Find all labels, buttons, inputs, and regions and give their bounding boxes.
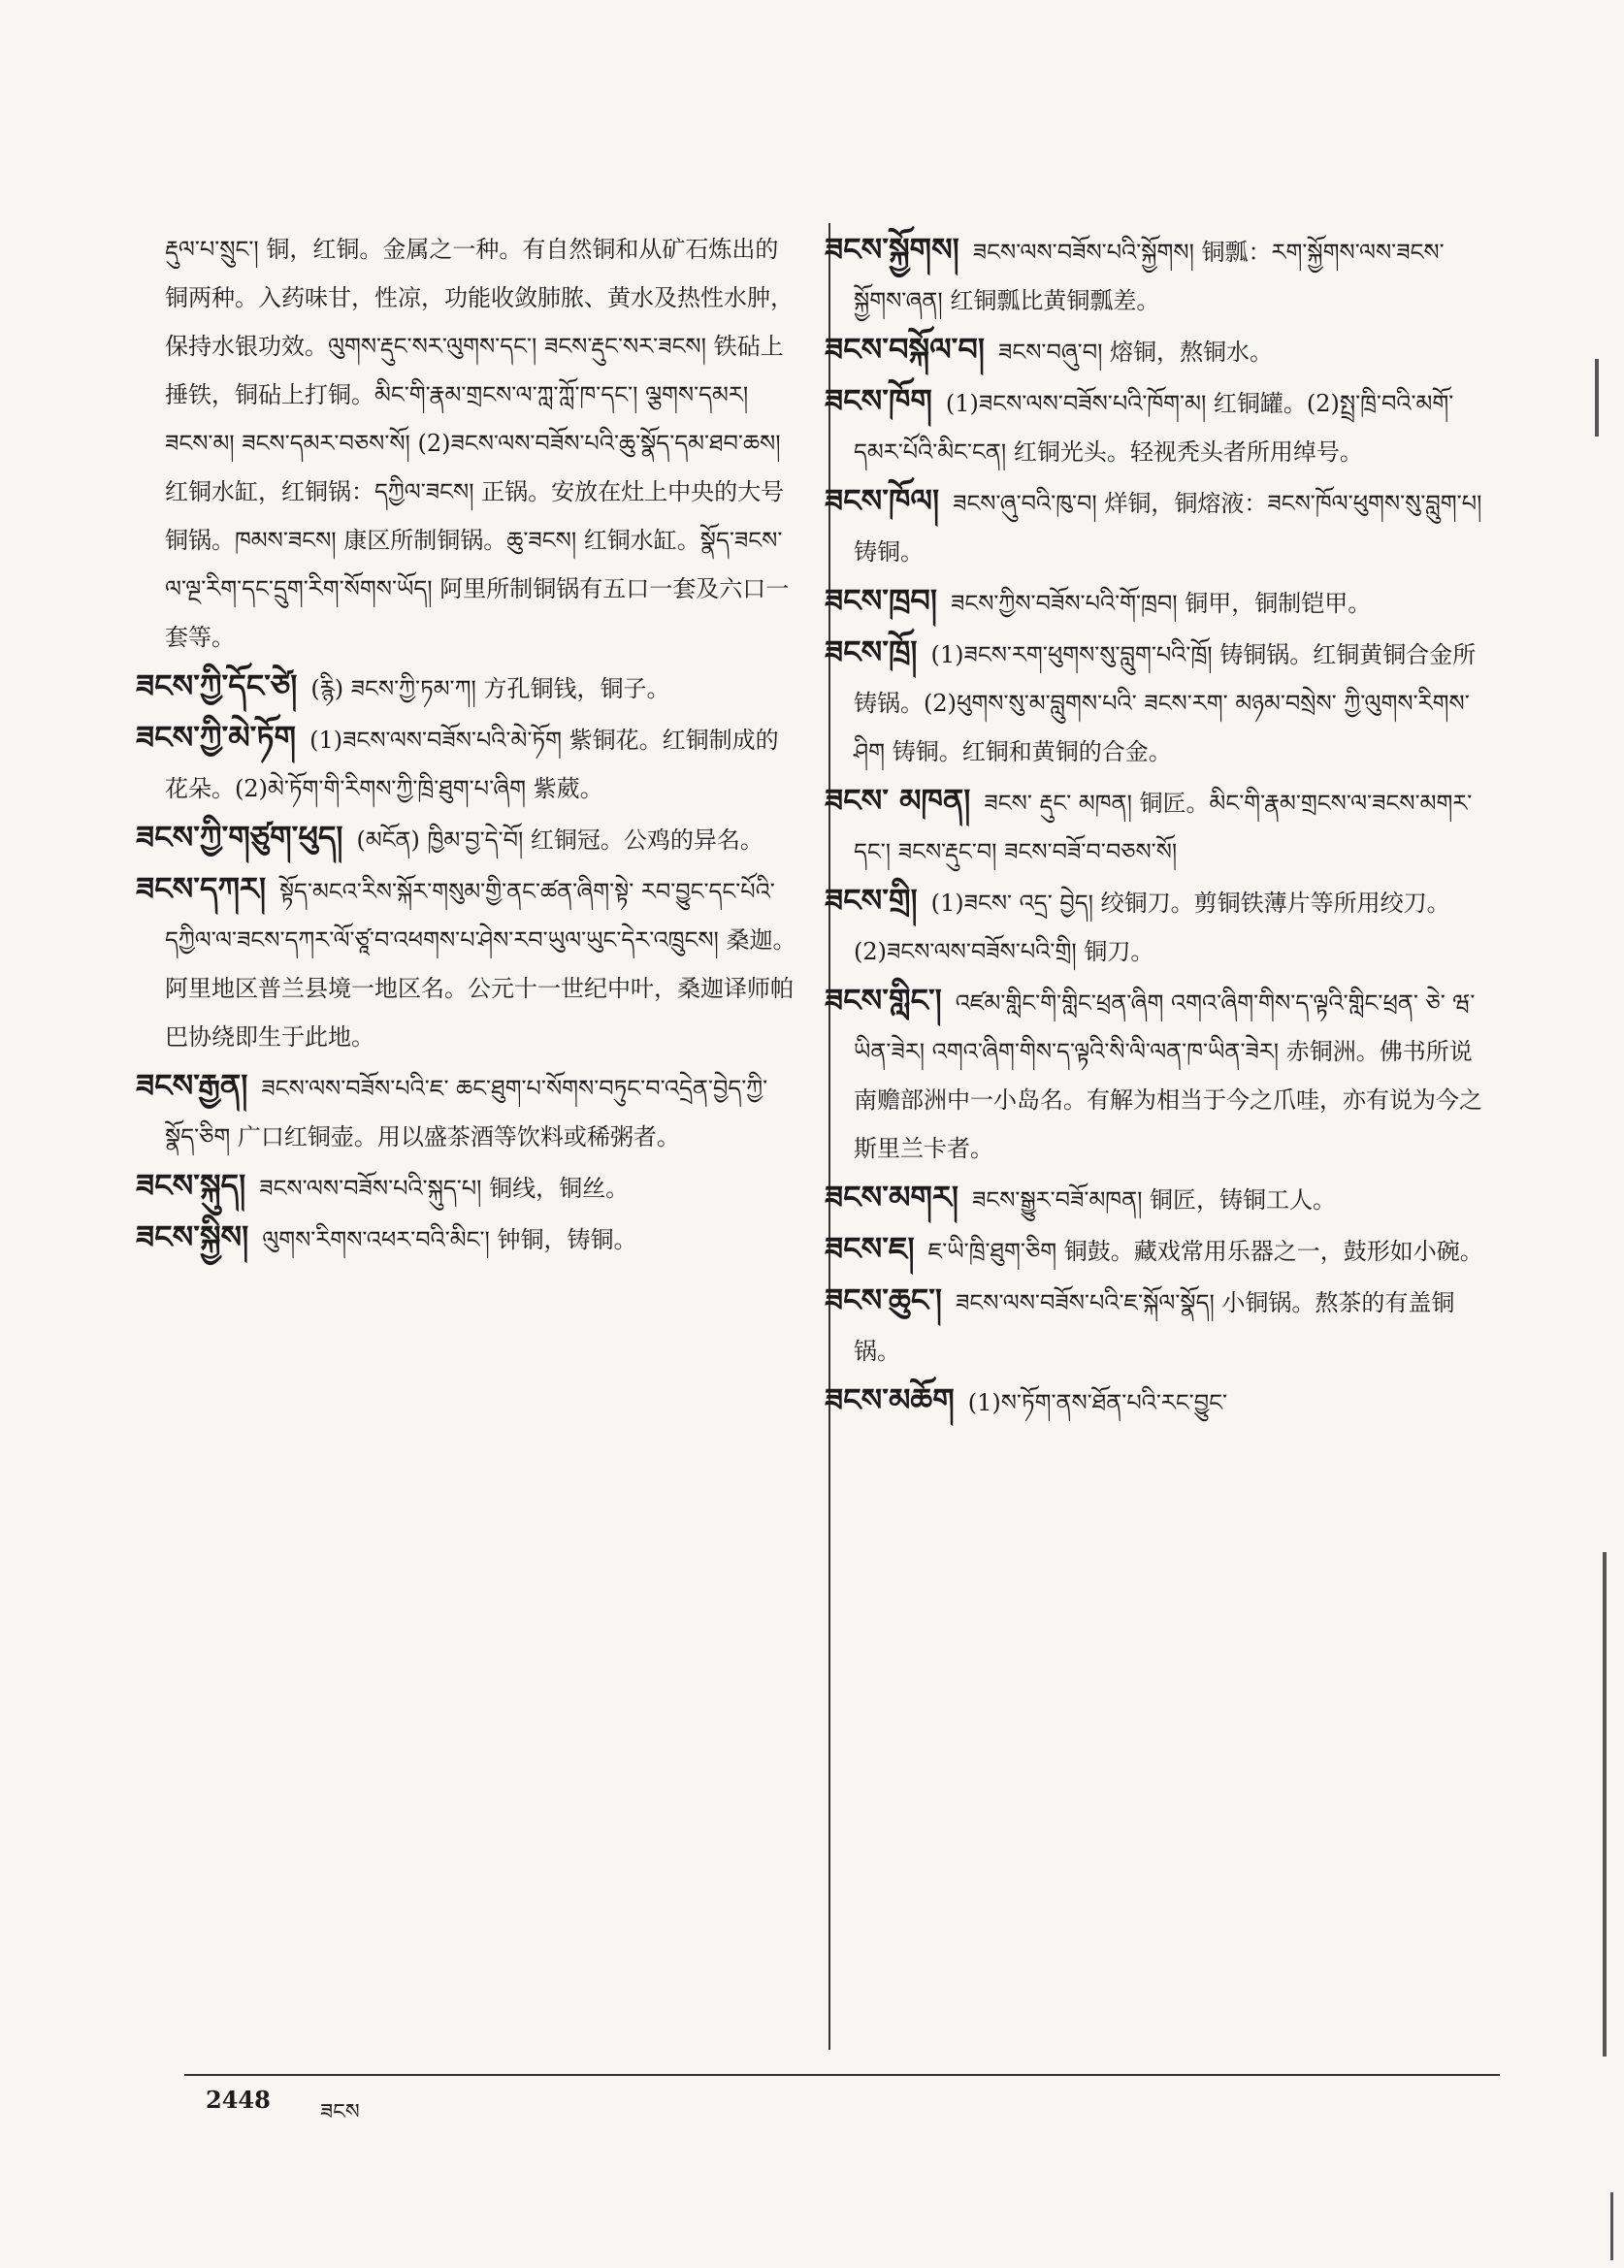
entry-definition: ཟངས་ རྡུང་ མཁན། 铜匠。མིང་གི་རྣམ་གྲངས་ལ་ཟངས་མགར་དང་། ཟངས་རྡུང་བ། ཟངས་བཟོ་བ་བཅས་སོ།	[854, 790, 1473, 865]
dictionary-entry	[136, 662, 800, 713]
entry-definition: འཛམ་གླིང་གི་གླིང་ཕྲན་ཞིག འགའ་ཞིག་གིས་ད་ལྟའི་གླིང་ཕྲན་ ཅེ་ ཝ་ ཡིན་ཟེར། འགའ་ཞིག་གིས་ད་ལྟའི་སི་ལི་ལན་ཁ་ཡིན་ཟེར། 赤铜洲。佛书所说南赡部洲中一小岛名。有解为相当于今之爪哇，亦有说为今之斯里兰卡者。	[854, 989, 1482, 1162]
dictionary-entry	[825, 325, 1494, 376]
dictionary-entry	[825, 476, 1494, 576]
entry-headword: ཟངས་སྐུད།	[136, 1167, 246, 1204]
dictionary-entry	[825, 1224, 1494, 1276]
right-column	[825, 225, 1494, 1427]
dictionary-entry	[825, 376, 1494, 476]
entry-headword: ཟངས་ཁྲོ།	[825, 633, 918, 670]
entry-definition: རྡུལ་པ་སྲུང་། 铜，红铜。金属之一种。有自然铜和从矿石炼出的铜两种。入药味甘，性凉，功能收敛肺脓、黄水及热性水肿，保持水银功效。ལུགས་རྡུང་སར་ལུགས་དང་། ཟངས་རྡུང་སར་ཟངས། 铁砧上捶铁，铜砧上打铜。མིང་གི་རྣམ་གྲངས་ལ་ཀླ་ཀློ་ཁ་དང་། ལྕགས་དམར། ཟངས་མ། ཟངས་དམར་བཅས་སོ། (2)ཟངས་ལས་བཟོས་པའི་ཆུ་སྣོད་དམ་ཐབ་ཆས།红铜水缸，红铜锅：དཀྱིལ་ཟངས། 正锅。安放在灶上中央的大号铜锅。ཁམས་ཟངས། 康区所制铜锅。ཆུ་ཟངས། 红铜水缸。སྣོད་ཟངས་ལ་ལྔ་རིག་དང་དྲུག་རིག་སོགས་ཡོད། 阿里所制铜锅有五口一套及六口一套等。	[165, 236, 794, 651]
margin-mark	[1603, 1552, 1607, 2057]
entry-headword: ཟངས་ཁོག	[825, 382, 932, 419]
entry-definition: (1)ཟངས་རག་ཕུགས་སུ་བླུག་པའི་ཁྲོ། 铸铜锅。红铜黄铜合金所铸锅。(2)ཕུགས་སུ་མ་བླུགས་པའི་ ཟངས་རག་ མཉམ་བསྲེས་ ཀྱི་ལུགས་རིགས་ཤིག 铸铜。红铜和黄铜的合金。	[854, 641, 1477, 765]
entry-headword: ཟངས་ཀྱི་མེ་ཏོག	[136, 719, 297, 756]
entry-headword: ཟངས་ཆུང་།	[825, 1281, 943, 1318]
dictionary-entry	[825, 1173, 1494, 1224]
entry-headword: ཟངས་དཀར།	[136, 870, 267, 907]
dictionary-entry	[136, 813, 800, 864]
margin-mark	[1595, 359, 1599, 437]
entry-headword: ཟངས་ཁོལ།	[825, 482, 940, 519]
entry-headword: ཟངས་ཀྱི་གཙུག་ཕུད།	[136, 819, 343, 856]
dictionary-entry	[825, 976, 1494, 1173]
entry-definition: ཟངས་ལས་བཟོས་པའི་སྐྱོགས། 铜瓢：རག་སྐྱོགས་ལས་ཟངས་སྐྱོགས་ཞན། 红铜瓢比黄铜瓢差。	[854, 239, 1445, 314]
dictionary-entry	[136, 864, 800, 1061]
entry-headword: ཟངས་མཆོག	[825, 1381, 955, 1418]
entry-definition: ལུགས་རིགས་འཕར་བའི་མིང་། 钟铜，铸铜。	[262, 1226, 637, 1253]
entry-headword: ཟངས་གྲི།	[825, 882, 918, 919]
entry-headword: ཟངས་གླིང་།	[825, 982, 942, 1019]
dictionary-entry	[825, 776, 1494, 876]
entry-headword: ཟངས་སྐྱིས།	[136, 1218, 249, 1255]
dictionary-entry	[136, 1161, 800, 1213]
entry-headword: ཟངས་ཁྲབ།	[825, 582, 937, 619]
entry-definition: ཟངས་ལས་བཟོས་པའི་ཇ་སྐོལ་སྣོད། 小铜锅。熬茶的有盖铜锅。	[854, 1289, 1455, 1365]
running-head: ཟངས	[320, 2100, 360, 2124]
dictionary-entry	[825, 1376, 1494, 1427]
dictionary-entry	[136, 713, 800, 813]
entry-definition: ཟངས་ཀྱིས་བཟོས་པའི་གོ་ཁྲབ། 铜甲，铜制铠甲。	[950, 590, 1372, 617]
footer-rule	[184, 2074, 1500, 2076]
entry-definition: (1)ཟངས་ལས་བཟོས་པའི་མེ་ཏོག 紫铜花。红铜制成的花朵。(2)མེ་ཏོག་གི་རིགས་ཀྱི་ཁྲི་ཐུག་པ་ཞིག 紫葳。	[165, 727, 779, 802]
dictionary-entry	[136, 1061, 800, 1161]
entry-definition: (1)ཟངས་ལས་བཟོས་པའི་ཁོག་མ། 红铜罐。(2)སྤྲ་ཁྲི་བའི་མགོ་དམར་པོའི་མིང་ངན། 红铜光头。轻视秃头者所用绰号。	[854, 390, 1454, 466]
dictionary-entry	[165, 225, 800, 662]
entry-headword: ཟངས་ཀྱི་དོང་ཙེ།	[136, 667, 298, 704]
entry-definition: ཟངས་སྒྱུར་བཟོ་མཁན། 铜匠，铸铜工人。	[971, 1186, 1337, 1214]
entry-definition: ཟངས་ལས་བཟོས་པའི་སྐུད་པ། 铜线，铜丝。	[259, 1175, 630, 1202]
dictionary-entry	[825, 576, 1494, 628]
entry-definition: ཇ་ཡི་ཁྲི་ཐུག་ཅིག 铜鼓。藏戏常用乐器之一，鼓形如小碗。	[927, 1238, 1483, 1265]
margin-mark	[1610, 2192, 1613, 2260]
entry-headword: ཟངས་རྒྱན།	[136, 1067, 248, 1104]
entry-headword: ཟངས་ མཁན།	[825, 782, 971, 819]
left-column	[136, 225, 800, 1264]
dictionary-entry	[825, 876, 1494, 976]
entry-headword: ཟངས་སྐྱོགས།	[825, 231, 959, 268]
entry-definition: ཟངས་བཞུ་བ། 熔铜，熬铜水。	[998, 339, 1274, 366]
entry-headword: ཟངས་མགར།	[825, 1179, 958, 1215]
entry-definition: (མངོན) ཁྱིམ་བྱ་དེ་བོ། 红铜冠。公鸡的异名。	[356, 826, 763, 854]
entry-definition: སྟོད་མངའ་རིས་སྐོར་གསུམ་གྱི་ནང་ཚན་ཞིག་སྟེ་ རབ་བྱུང་དང་པོའི་དཀྱིལ་ལ་ཟངས་དཀར་ལོ་ཙཱ་བ་འཕགས་པ་ཤེས་རབ་ཡུལ་ཡུང་དེར་འཁྲུངས། 桑迦。阿里地区普兰县境一地区名。公元十一世纪中叶，桑迦译师帕巴协绕即生于此地。	[165, 878, 796, 1051]
dictionary-entry	[136, 1213, 800, 1264]
entry-headword: ཟངས་བསྐོལ་བ།	[825, 331, 985, 368]
entry-definition: (1)ས་ཏོག་ནས་ཐོན་པའི་རང་བྱུང་	[967, 1389, 1227, 1416]
page-number: 2448	[206, 2086, 271, 2114]
entry-definition: (རྙི) ཟངས་ཀྱི་ཏམ་ཀ། 方孔铜钱，铜子。	[310, 675, 670, 702]
dictionary-entry	[825, 1276, 1494, 1376]
entry-headword: ཟངས་ཇ།	[825, 1230, 915, 1267]
entry-definition: (1)ཟངས་ འདྲ་ བྱེད། 绞铜刀。剪铜铁薄片等所用绞刀。(2)ཟངས་ལས་བཟོས་པའི་གྲི། 铜刀。	[854, 890, 1450, 965]
dictionary-entry	[825, 225, 1494, 325]
dictionary-entry	[825, 628, 1494, 776]
entry-definition: ཟངས་ལས་བཟོས་པའི་ཇ་ ཆང་ཐུག་པ་སོགས་བཏུང་བ་འདྲེན་བྱེད་ཀྱི་སྣོད་ཅིག 广口红铜壶。用以盛茶酒等饮料或稀粥者。	[165, 1075, 768, 1150]
entry-definition: ཟངས་ཞུ་བའི་ཁུ་བ། 烊铜，铜熔液：ཟངས་ཁོལ་ཕུགས་སུ་བླུག་པ། 铸铜。	[854, 490, 1482, 566]
